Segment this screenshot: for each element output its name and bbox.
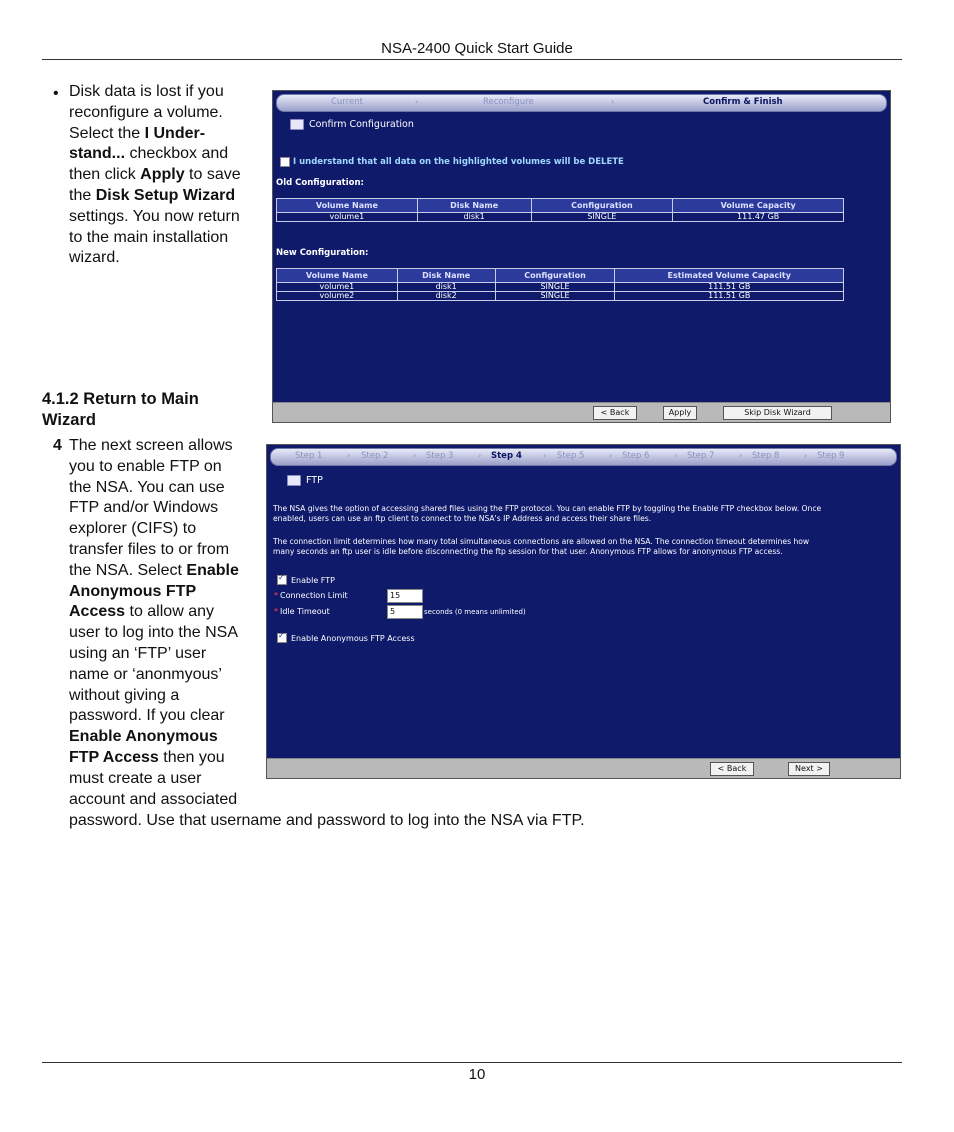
bullet-text <box>69 82 264 269</box>
wizard-step-3[interactable]: Step 3 <box>426 451 454 461</box>
table-row <box>277 213 844 222</box>
screenshot-ftp <box>266 444 901 779</box>
step-continuation: password. Use that username and password to log into the NSA via FTP. <box>69 812 585 829</box>
table-header-cell: Disk Name <box>397 269 495 283</box>
old-config-label: Old Configuration: <box>276 178 364 188</box>
bullet-line-segment: to the main installation <box>69 228 229 246</box>
bullet-line <box>69 165 264 186</box>
table-header-cell: Volume Name <box>277 199 418 213</box>
section-title <box>290 119 414 130</box>
bullet-line <box>69 124 264 145</box>
wizard-step-8[interactable]: Step 8 <box>752 451 780 461</box>
bullet-line-segment: Apply <box>140 166 185 184</box>
wizard-step-1[interactable]: Step 1 <box>295 451 323 461</box>
table-row <box>277 292 844 301</box>
section-title <box>287 475 323 486</box>
step-line: you to enable FTP on <box>69 457 222 475</box>
table-cell: SINGLE <box>495 283 615 292</box>
ftp-description-2 <box>273 537 809 557</box>
step-line: using an ‘FTP’ user <box>69 644 207 662</box>
wizard-step-2[interactable]: Step 2 <box>361 451 389 461</box>
back-button[interactable]: < Back <box>593 406 637 420</box>
wizard-step-bar <box>276 94 887 112</box>
section-heading-line1: 4.1.2 Return to Main <box>42 390 199 408</box>
ftp-description-1-line1: The NSA gives the option of accessing shared files using the FTP protocol. You can enable FTP by toggling the Enable FTP checkbox below. Once <box>273 504 822 513</box>
table-cell: disk2 <box>397 292 495 301</box>
chevron-right-icon: › <box>609 451 613 460</box>
ftp-description-1 <box>273 504 821 524</box>
bullet-line-segment: checkbox and <box>125 145 229 163</box>
section-heading <box>42 389 199 431</box>
footer-rule <box>42 1062 902 1063</box>
understand-label: I understand that all data on the highlighted volumes will be DELETE <box>293 157 624 167</box>
wizard-step-bar <box>270 448 897 466</box>
wizard-step-current[interactable]: Current <box>331 97 363 107</box>
step-line: password. If you clear <box>69 707 225 725</box>
table-cell: volume1 <box>277 213 418 222</box>
bullet-line <box>69 144 264 165</box>
skip-disk-wizard-button[interactable]: Skip Disk Wizard <box>723 406 832 420</box>
table-header-cell: Configuration <box>531 199 673 213</box>
chevron-right-icon: › <box>413 451 417 460</box>
step-line: FTP and/or Windows <box>69 499 219 517</box>
enable-anonymous-ftp-label: Enable Anonymous FTP Access <box>291 634 415 643</box>
step-line: account and associated <box>69 790 238 808</box>
table-cell: volume1 <box>277 283 398 292</box>
table-header-cell: Volume Capacity <box>673 199 844 213</box>
bullet-line-segment: the <box>69 186 96 204</box>
step-line: explorer (CIFS) to <box>69 520 197 538</box>
bullet-line <box>69 82 264 103</box>
table-cell: 111.47 GB <box>673 213 844 222</box>
step-number: 4 <box>53 437 62 454</box>
table-cell: SINGLE <box>495 292 615 301</box>
step-line: transfer files to or from <box>69 540 230 558</box>
page-number: 10 <box>468 1066 486 1083</box>
ftp-description-2-line2: many seconds an ftp user is idle before disconnecting the ftp session for that user. Anonymous FTP allows for anonymous FTP access. <box>273 547 783 556</box>
chevron-right-icon: › <box>347 451 351 460</box>
bullet-line-segment: Disk Setup Wizard <box>95 186 236 204</box>
back-button[interactable]: < Back <box>710 762 754 776</box>
table-cell: disk1 <box>397 283 495 292</box>
bullet-line-segment: then click <box>69 166 141 184</box>
chevron-right-icon: › <box>478 451 482 460</box>
wizard-footer <box>273 402 890 422</box>
chevron-right-icon: › <box>543 451 547 460</box>
chevron-right-icon: › <box>611 97 615 106</box>
step-line: without giving a <box>69 686 180 704</box>
section-title-text: Confirm Configuration <box>309 119 414 130</box>
enable-ftp-checkbox[interactable] <box>277 575 287 585</box>
table-header-cell: Volume Name <box>277 269 398 283</box>
connection-limit-label: Connection Limit <box>280 591 348 600</box>
bullet-marker: • <box>53 85 59 102</box>
table-header-cell: Configuration <box>495 269 615 283</box>
new-config-table <box>276 268 844 301</box>
screenshot-confirm-configuration <box>272 90 891 423</box>
bullet-line-segment: I Under- <box>144 124 206 142</box>
folder-icon <box>287 475 301 486</box>
bullet-line-segment: wizard. <box>69 249 120 267</box>
folder-icon <box>290 119 304 130</box>
idle-timeout-hint: seconds (0 means unlimited) <box>424 608 526 616</box>
ftp-description-2-line1: The connection limit determines how many total simultaneous connections are allowed on the NSA. The connection timeout determines how <box>273 537 810 546</box>
bullet-line-segment: Select the <box>69 124 145 142</box>
wizard-step-5[interactable]: Step 5 <box>557 451 585 461</box>
connection-limit-input[interactable]: 15 <box>387 589 423 603</box>
bullet-line <box>69 103 264 124</box>
bullet-line <box>69 207 264 228</box>
header-rule <box>42 59 902 60</box>
bullet-line <box>69 228 264 249</box>
required-mark: * <box>274 607 278 616</box>
bullet-line-segment: to save <box>184 166 241 184</box>
new-config-label: New Configuration: <box>276 248 369 258</box>
step-line: Enable Anonymous <box>69 728 218 746</box>
step-line: the NSA. Select Enable <box>69 561 239 579</box>
table-cell: SINGLE <box>531 213 673 222</box>
table-cell: disk1 <box>417 213 531 222</box>
section-title-text: FTP <box>306 475 323 486</box>
step-line: Access to allow any <box>69 603 214 621</box>
wizard-step-9[interactable]: Step 9 <box>817 451 845 461</box>
table-cell: 111.51 GB <box>615 283 844 292</box>
bullet-line-segment: reconfigure a volume. <box>69 103 223 121</box>
apply-button[interactable]: Apply <box>663 406 697 420</box>
chevron-right-icon: › <box>739 451 743 460</box>
step-line: user to log into the NSA <box>69 624 238 642</box>
page-header-title: NSA-2400 Quick Start Guide <box>381 40 573 57</box>
bullet-line-segment: stand... <box>69 145 126 163</box>
wizard-step-6[interactable]: Step 6 <box>622 451 650 461</box>
step-line: the NSA. You can use <box>69 478 225 496</box>
table-header-cell: Estimated Volume Capacity <box>615 269 844 283</box>
wizard-step-reconfigure[interactable]: Reconfigure <box>483 97 534 107</box>
step-line: must create a user <box>69 769 202 787</box>
understand-checkbox[interactable] <box>280 157 290 167</box>
next-button[interactable]: Next > <box>788 762 830 776</box>
wizard-footer <box>267 758 900 778</box>
chevron-right-icon: › <box>804 451 808 460</box>
step-line: Anonymous FTP <box>69 582 197 600</box>
ftp-description-1-line2: enabled, users can use an ftp client to connect to the NSA's IP Address and access their share files. <box>273 514 652 523</box>
step-line: name or ‘anonmyous’ <box>69 665 222 683</box>
table-cell: 111.51 GB <box>615 292 844 301</box>
step-line: FTP Access then you <box>69 748 225 766</box>
step-line: The next screen allows <box>69 437 233 454</box>
table-header-cell: Disk Name <box>417 199 531 213</box>
old-config-table <box>276 198 844 222</box>
bullet-line-segment: settings. You now return <box>69 207 240 225</box>
bullet-line-segment: Disk data is lost if you <box>69 83 224 100</box>
idle-timeout-input[interactable]: 5 <box>387 605 423 619</box>
idle-timeout-label: Idle Timeout <box>280 607 330 616</box>
wizard-step-confirm-finish[interactable]: Confirm & Finish <box>703 97 783 107</box>
required-mark: * <box>274 591 278 600</box>
wizard-step-4[interactable]: Step 4 <box>491 451 522 461</box>
table-cell: volume2 <box>277 292 398 301</box>
section-heading-line2: Wizard <box>42 411 96 429</box>
bullet-line <box>69 186 264 207</box>
step-text <box>69 436 264 810</box>
bullet-line <box>69 248 264 269</box>
enable-ftp-label: Enable FTP <box>291 576 335 585</box>
enable-anonymous-ftp-checkbox[interactable] <box>277 633 287 643</box>
wizard-step-7[interactable]: Step 7 <box>687 451 715 461</box>
chevron-right-icon: › <box>415 97 419 106</box>
chevron-right-icon: › <box>674 451 678 460</box>
